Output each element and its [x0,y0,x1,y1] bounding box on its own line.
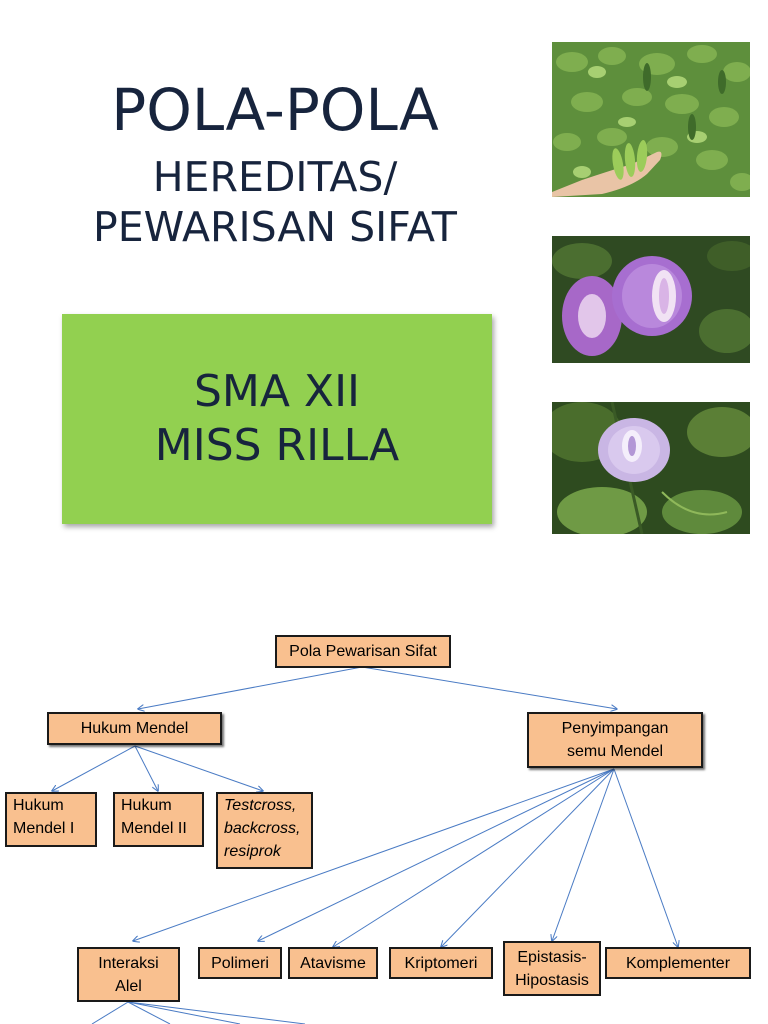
hukum-mendel-node: Hukum Mendel [47,712,222,745]
class-info-box [62,314,492,524]
subtitle-line-2: PEWARISAN SIFAT [93,203,457,251]
penyimpangan-line-2: semu Mendel [566,743,664,760]
hukum-mendel-2-node [113,792,204,847]
pea-plant-photo [552,42,750,197]
testcross-line-3: resiprok [224,843,281,860]
interaksi-line-2: Alel [115,977,142,995]
lilac-flower-photo [552,402,750,534]
hukum-mendel-2-line-2: Mendel II [121,820,187,837]
testcross-line-2: backcross, [224,820,301,837]
class-label: SMA XII [193,366,361,417]
interaksi-line-1: Interaksi [98,954,159,972]
komplementer-node: Komplementer [605,947,751,979]
purple-flower-photo [552,236,750,363]
hukum-mendel-1-node [5,792,97,847]
hukum-mendel-2-line-1: Hukum [121,797,172,814]
penyimpangan-line-1: Penyimpangan [561,720,669,737]
heredity-diagram [0,560,768,1024]
kriptomeri-node: Kriptomeri [389,947,493,979]
atavisme-node: Atavisme [288,947,378,979]
root-node: Pola Pewarisan Sifat [275,635,451,668]
testcross-node [216,792,313,869]
hukum-mendel-1-line-2: Mendel I [13,820,75,837]
subtitle-line-1: HEREDITAS/ [152,153,398,201]
testcross-line-1: Testcross, [224,797,297,814]
slide-title: POLA-POLA [111,76,439,144]
polimeri-node: Polimeri [198,947,282,979]
teacher-label: MISS RILLA [154,420,400,471]
epistasis-node [503,941,601,996]
epistasis-line-1: Epistasis- [517,948,587,966]
slide-subtitle [40,152,510,252]
interaksi-alel-node [77,947,180,1002]
epistasis-line-2: Hipostasis [515,971,589,989]
penyimpangan-node [527,712,703,768]
hukum-mendel-1-line-1: Hukum [13,797,64,814]
